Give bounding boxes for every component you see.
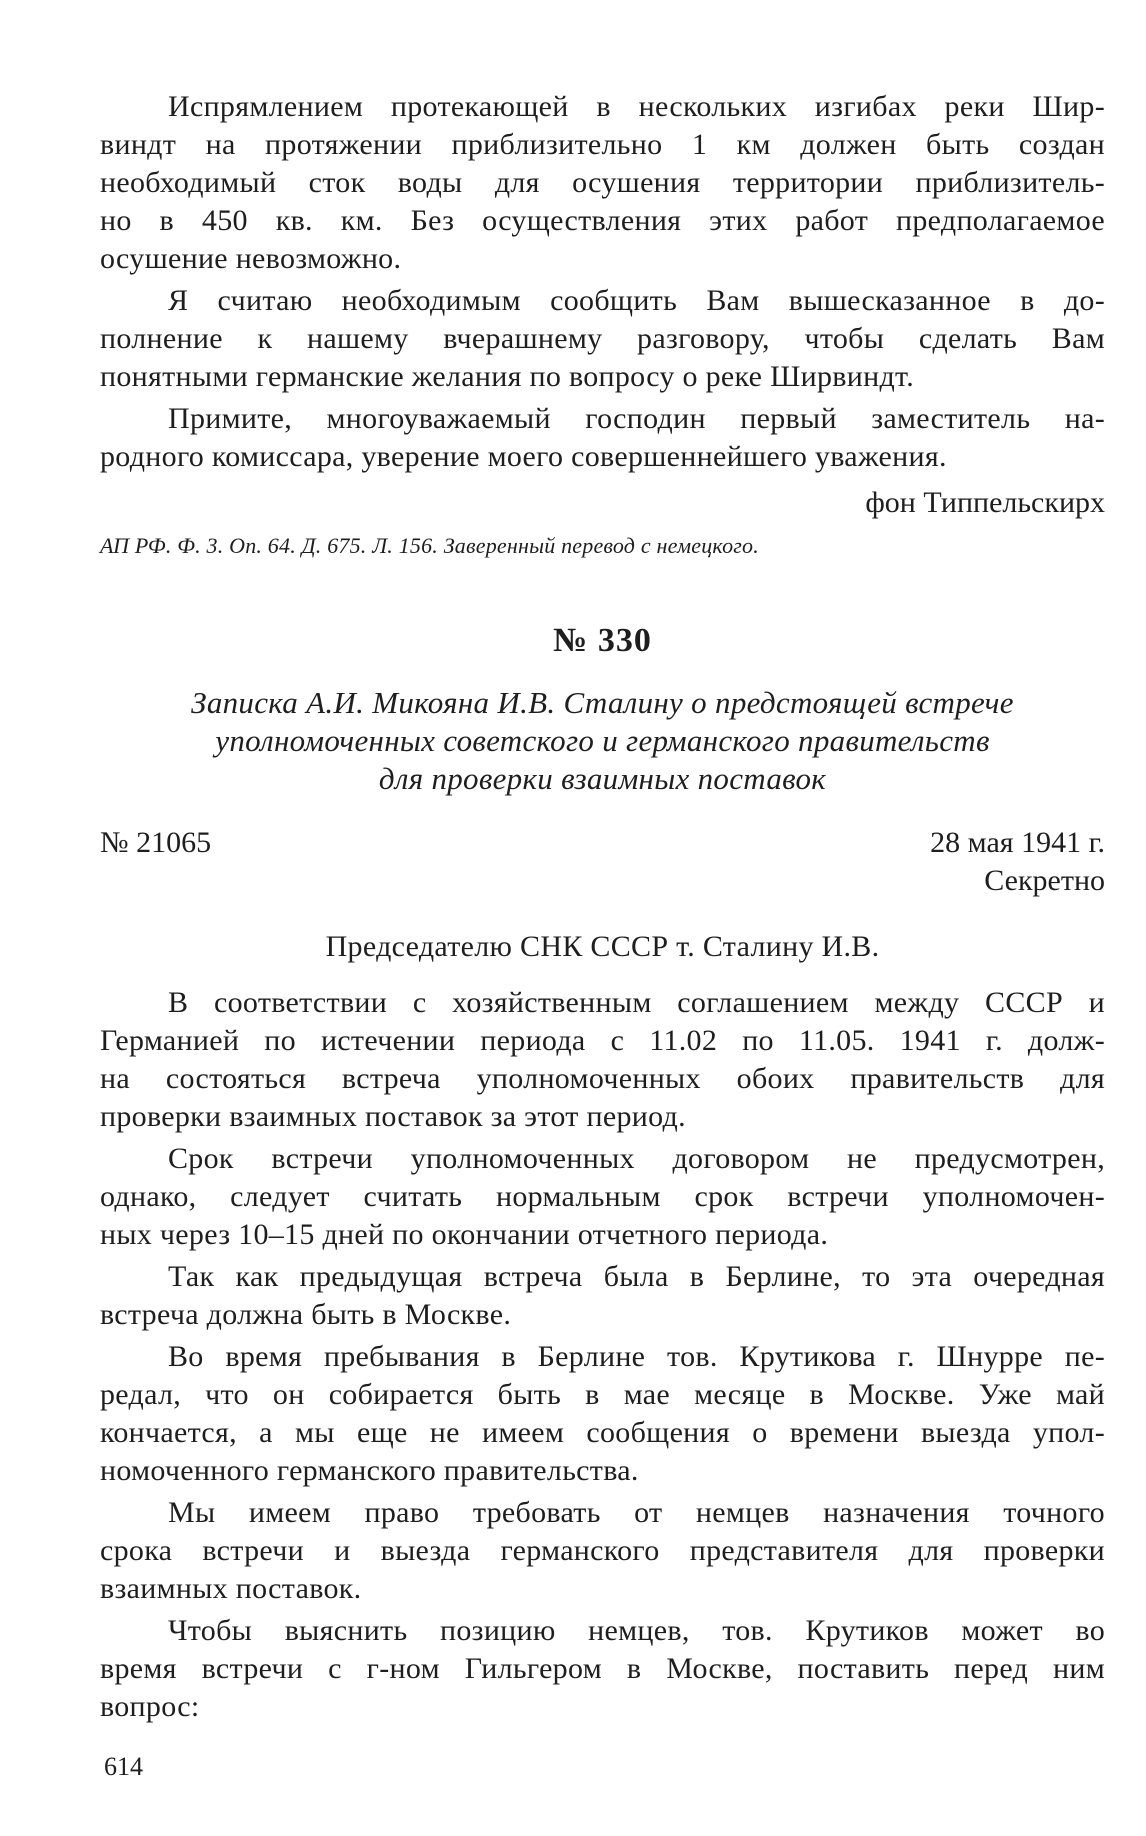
title-line: Записка А.И. Микояна И.В. Сталину о предстоящей встрече <box>191 685 1014 720</box>
text-line: Я считаю необходимым сообщить Вам вышесказанное в до- <box>168 284 1105 317</box>
text-line: однако, следует считать нормальным срок встречи уполномочен- <box>100 1180 1105 1213</box>
title-line: для проверки взаимных поставок <box>378 761 827 796</box>
paragraph <box>100 1338 1105 1490</box>
text-line: Примите, многоуважаемый господин первый заместитель на- <box>168 402 1105 435</box>
paragraph <box>100 88 1105 278</box>
document-body <box>100 984 1105 1726</box>
document-date: 28 мая 1941 г. <box>930 826 1105 859</box>
text-line: полнение к нашему вчерашнему разговору, чтобы сделать Вам <box>100 322 1105 355</box>
text-line: Так как предыдущая встреча была в Берлине, то эта очередная <box>168 1260 1105 1293</box>
text-line: встреча должна быть в Москве. <box>100 1298 512 1331</box>
outgoing-number: № 21065 <box>100 826 212 859</box>
document-meta <box>100 824 1105 862</box>
text-line: Чтобы выяснить позицию немцев, тов. Крутиков может во <box>168 1614 1105 1647</box>
document-title <box>100 684 1105 798</box>
archive-source-note: АП РФ. Ф. 3. Оп. 64. Д. 675. Л. 156. Заверенный перевод с немецкого. <box>100 533 759 558</box>
text-line: проверки взаимных поставок за этот период. <box>100 1100 686 1133</box>
paragraph <box>100 1258 1105 1334</box>
text-line: виндт на протяжении приблизительно 1 км должен быть создан <box>100 128 1105 161</box>
text-line: Испрямлением протекающей в нескольких изгибах реки Шир- <box>168 90 1105 123</box>
paragraph <box>100 1612 1105 1726</box>
paragraph <box>100 1494 1105 1608</box>
paragraph <box>100 400 1105 476</box>
text-line: понятными германские желания по вопросу о реке Ширвиндт. <box>100 360 914 393</box>
title-line: уполномоченных советского и германского правительств <box>215 723 990 758</box>
text-line: кончается, а мы еще не имеем сообщения о времени выезда упол- <box>100 1416 1105 1449</box>
page-number: 614 <box>104 1752 143 1781</box>
text-line: взаимных поставок. <box>100 1572 362 1605</box>
document-page <box>100 88 1105 1730</box>
text-line: осушение невозможно. <box>100 242 402 275</box>
previous-document <box>100 88 1105 560</box>
text-line: родного комиссара, уверение моего совершеннейшего уважения. <box>100 440 947 473</box>
document-number-heading: № 330 <box>553 622 652 659</box>
text-line: Срок встречи уполномоченных договором не предусмотрен, <box>168 1142 1105 1175</box>
text-line: В соответствии с хозяйственным соглашением между СССР и <box>168 986 1105 1019</box>
paragraph <box>100 1140 1105 1254</box>
text-line: ных через 10–15 дней по окончании отчетного периода. <box>100 1218 829 1251</box>
text-line: срока встречи и выезда германского представителя для проверки <box>100 1534 1105 1567</box>
text-line: вопрос: <box>100 1690 200 1723</box>
paragraph <box>100 282 1105 396</box>
text-line: на состояться встреча уполномоченных обоих правительств для <box>100 1062 1105 1095</box>
signature: фон Типпельскирх <box>865 486 1105 519</box>
text-line: но в 450 кв. км. Без осуществления этих работ предполагаемое <box>100 204 1105 237</box>
text-line: время встречи с г-ном Гильгером в Москве, поставить перед ним <box>100 1652 1105 1685</box>
text-line: необходимый сток воды для осушения территории приблизитель- <box>100 166 1105 199</box>
text-line: Во время пребывания в Берлине тов. Крутикова г. Шнурре пе- <box>168 1340 1105 1373</box>
text-line: Германией по истечении периода с 11.02 по 11.05. 1941 г. долж- <box>100 1024 1105 1057</box>
text-line: редал, что он собирается быть в мае месяце в Москве. Уже май <box>100 1378 1105 1411</box>
addressee: Председателю СНК СССР т. Сталину И.В. <box>325 930 880 963</box>
text-line: Мы имеем право требовать от немцев назначения точного <box>168 1496 1105 1529</box>
text-line: номоченного германского правительства. <box>100 1454 639 1487</box>
classification-stamp: Секретно <box>984 864 1105 897</box>
paragraph <box>100 984 1105 1136</box>
